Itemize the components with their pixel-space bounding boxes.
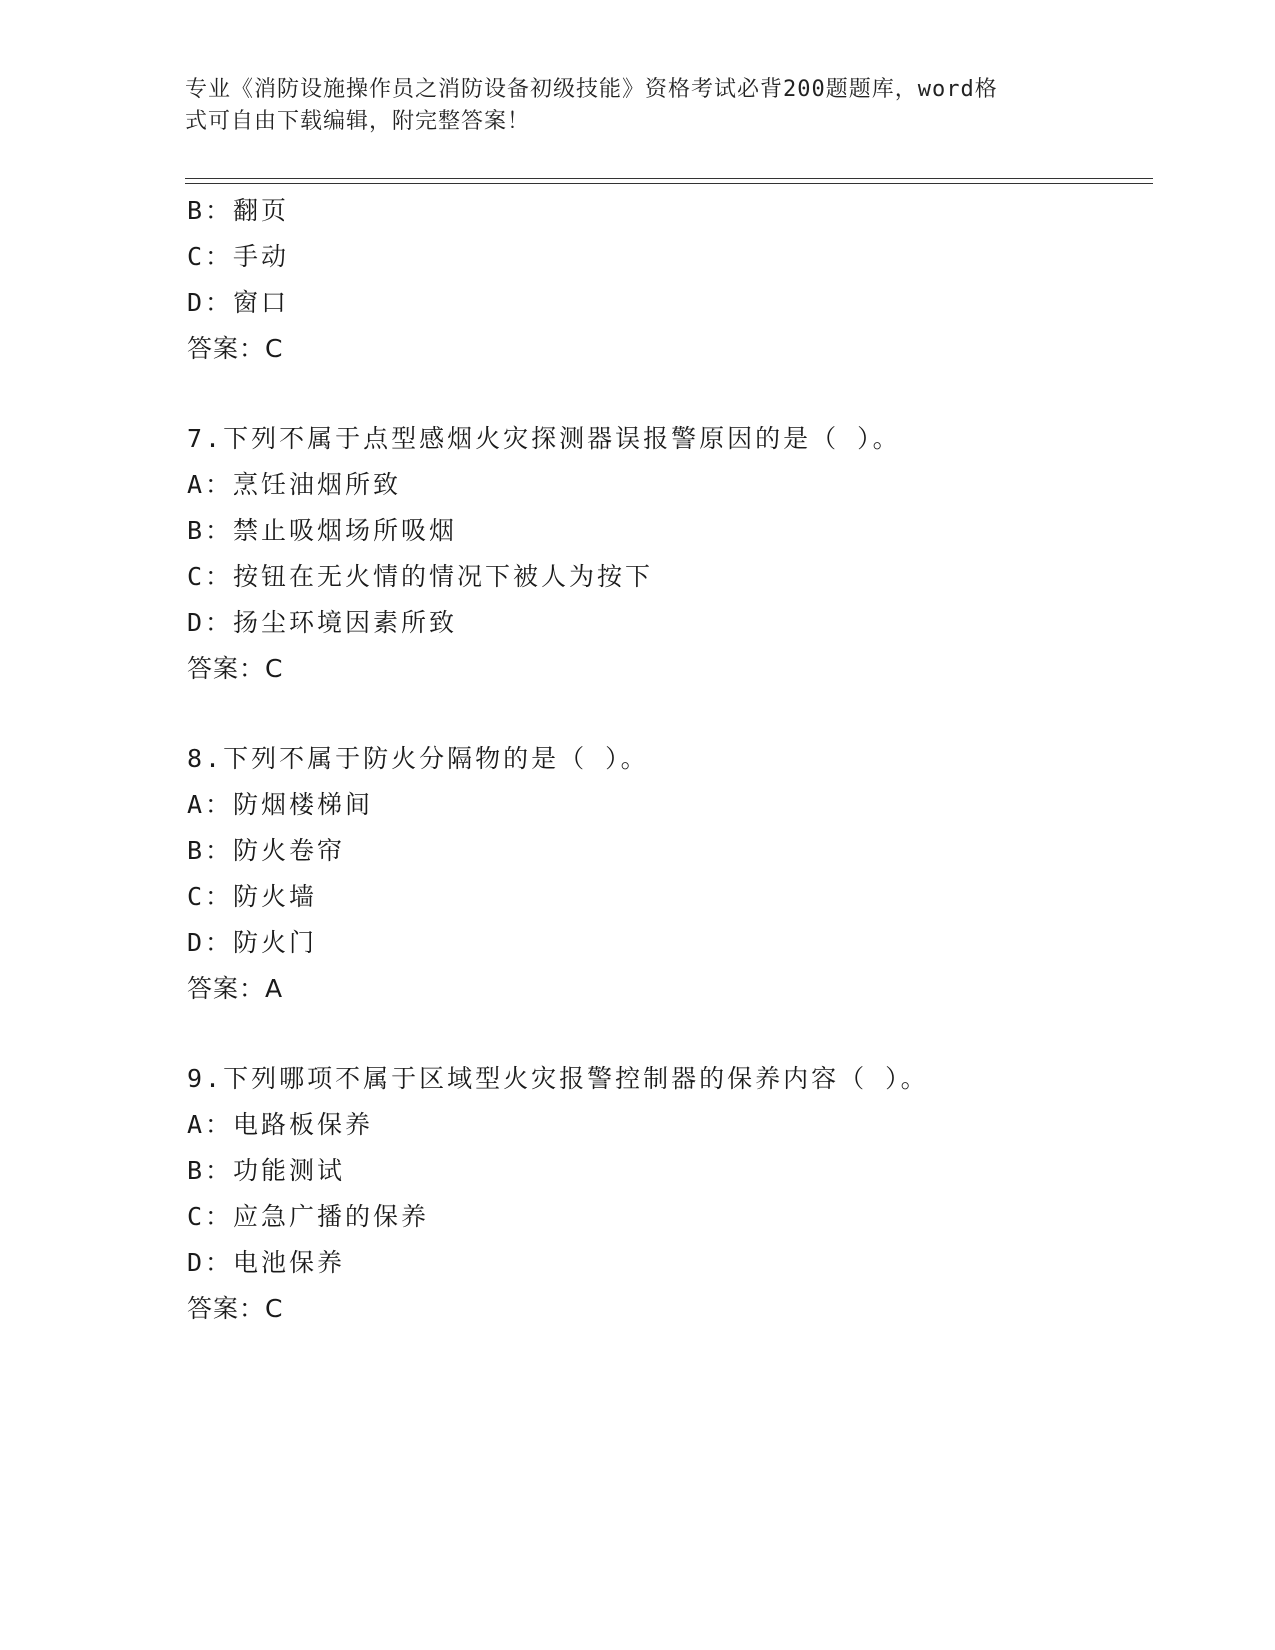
option-b: B：防火卷帘 <box>187 836 346 865</box>
document-header <box>185 74 1065 138</box>
header-divider-top <box>185 178 1153 179</box>
option-d: D：扬尘环境因素所致 <box>187 608 458 637</box>
option-d: D：防火门 <box>187 928 318 957</box>
option-b: B：翻页 <box>187 196 290 225</box>
option-c: C：应急广播的保养 <box>187 1202 430 1231</box>
header-divider-bottom <box>185 183 1153 184</box>
option-b: B：禁止吸烟场所吸烟 <box>187 516 458 545</box>
answer-line: 答案：C <box>187 1294 284 1323</box>
answer-line: 答案：A <box>187 974 284 1003</box>
previous-question-tail <box>187 188 1147 372</box>
option-d: D：电池保养 <box>187 1248 346 1277</box>
header-line-1: 专业《消防设施操作员之消防设备初级技能》资格考试必背200题题库，word格 <box>185 77 998 102</box>
question-9 <box>187 1056 1147 1332</box>
question-7 <box>187 416 1147 692</box>
answer-line: 答案：C <box>187 334 284 363</box>
option-a: A：烹饪油烟所致 <box>187 470 402 499</box>
spacer <box>187 1012 1147 1056</box>
option-b: B：功能测试 <box>187 1156 346 1185</box>
option-a: A：防烟楼梯间 <box>187 790 374 819</box>
question-stem: 7.下列不属于点型感烟火灾探测器误报警原因的是（ ）。 <box>187 424 901 453</box>
spacer <box>187 692 1147 736</box>
question-list <box>187 188 1147 1332</box>
option-a: A：电路板保养 <box>187 1110 374 1139</box>
question-stem: 9.下列哪项不属于区域型火灾报警控制器的保养内容（ ）。 <box>187 1064 929 1093</box>
option-d: D：窗口 <box>187 288 290 317</box>
question-8 <box>187 736 1147 1012</box>
question-stem: 8.下列不属于防火分隔物的是（ ）。 <box>187 744 649 773</box>
spacer <box>187 372 1147 416</box>
option-c: C：手动 <box>187 242 290 271</box>
option-c: C：按钮在无火情的情况下被人为按下 <box>187 562 654 591</box>
option-c: C：防火墙 <box>187 882 318 911</box>
header-line-2: 式可自由下载编辑，附完整答案！ <box>185 109 531 134</box>
answer-line: 答案：C <box>187 654 284 683</box>
